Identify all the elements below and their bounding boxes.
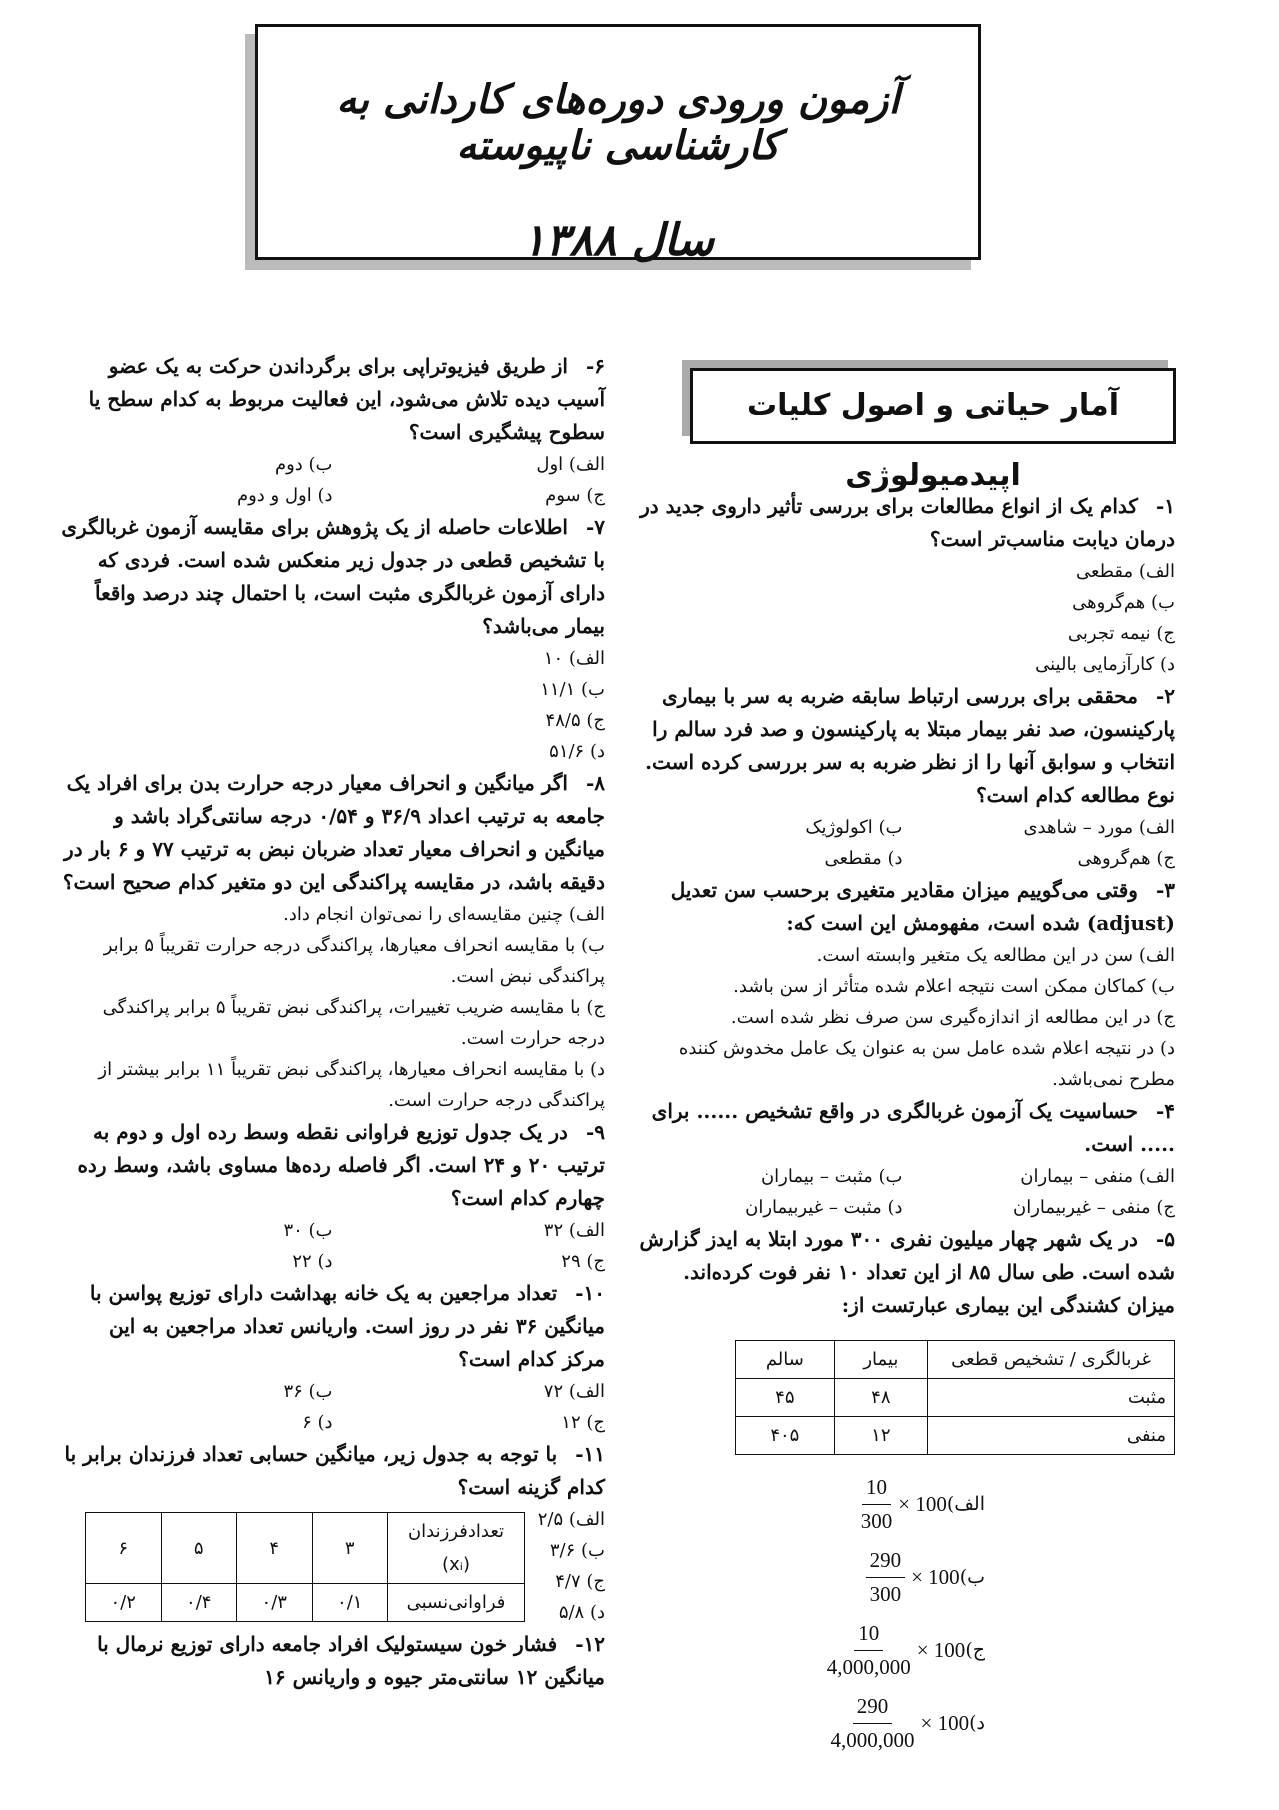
option: ج) ۱۲: [561, 1412, 605, 1433]
option-row: [630, 843, 1175, 874]
option: ج) منفی – غیربیماران: [1012, 1197, 1175, 1218]
option: ج) ۴۸/۵: [545, 710, 605, 731]
table-cell: فراوانی‌نسبی: [388, 1584, 525, 1622]
option: الف) ۷۲: [543, 1381, 605, 1402]
table-cell: ۰/۱: [312, 1584, 388, 1622]
right-column: [630, 490, 1175, 1763]
option: د) ۵/۸: [558, 1602, 605, 1623]
left-column: [60, 350, 605, 1694]
screening-table: [735, 1340, 1175, 1455]
table-cell: سالم: [736, 1341, 835, 1379]
question-4: ۴-حساسیت یک آزمون غربالگری در واقع تشخیص ...... برای ..... است.: [651, 1099, 1175, 1156]
question-9: ۹-در یک جدول توزیع فراوانی نقطه وسط رده اول و دوم به ترتیب ۲۰ و ۲۴ است. اگر فاصله رده‌ها مساوی باشد، وسط رده چهارم کدام است؟: [77, 1120, 605, 1210]
option-row: [60, 480, 605, 511]
question-2: ۲-محققی برای بررسی ارتباط سابقه ضربه به سر با بیماری پارکینسون، صد نفر بیمار مبتلا به پارکینسون و صد فرد سالم را انتخاب و سوابق آنها را از نظر ضربه به سر بررسی کرده است. نوع مطالعه کدام است؟: [645, 684, 1175, 807]
option: د) ۲۲: [292, 1251, 333, 1272]
option-row: [630, 1161, 1175, 1192]
option: ج) با مقایسه ضریب تغییرات، پراکندگی نبض تقریباً ۵ برابر پراکندگی درجه حرارت است.: [102, 997, 605, 1049]
table-cell: ۰/۳: [237, 1584, 313, 1622]
option: ب) ۱۱/۱: [540, 679, 605, 700]
q11-block: [60, 1504, 605, 1628]
table-cell: ۴۵: [736, 1379, 835, 1417]
table-cell: ۰/۴: [161, 1584, 237, 1622]
option: ج) ۲۹: [561, 1251, 605, 1272]
children-table: [85, 1512, 525, 1622]
option: الف) چنین مقایسه‌ای را نمی‌توان انجام داد.: [283, 904, 605, 925]
table-cell: ۳: [312, 1513, 388, 1584]
option-row: [630, 1192, 1175, 1223]
option: د) در نتیجه اعلام شده عامل سن به عنوان یک عامل مخدوش کننده مطرح نمی‌باشد.: [678, 1038, 1175, 1090]
option: د) اول و دوم: [236, 485, 333, 506]
fraction-option: ب) × 100 $\frac{290}{300}$: [630, 1544, 985, 1611]
option: ج) سوم: [545, 485, 605, 506]
option: ب) هم‌گروهی: [1072, 592, 1175, 613]
fraction-option: الف) × 100 $\frac{10}{300}$: [630, 1471, 985, 1538]
table-row: [86, 1513, 525, 1584]
fraction-option: ج) × 100 $\frac{10}{4,000,000}$: [630, 1617, 985, 1684]
option: الف) ۳۲: [543, 1220, 605, 1241]
option-row: [60, 1407, 605, 1438]
question-6: ۶-از طریق فیزیوتراپی برای برگرداندن حرکت به یک عضو آسیب دیده تلاش می‌شود، این فعالیت مربوط به کدام سطح یا سطوح پیشگیری است؟: [88, 354, 605, 444]
header-box: [255, 24, 981, 266]
table-cell: غربالگری / تشخیص قطعی: [928, 1341, 1175, 1379]
option: د) کارآزمایی بالینی: [1035, 654, 1175, 675]
section-title: آمار حیاتی و اصول کلیات اپیدمیولوژی: [690, 368, 1176, 444]
option: الف) ۲/۵: [537, 1509, 605, 1530]
option-row: [630, 812, 1175, 843]
option: ج) نیمه تجربی: [1067, 623, 1175, 644]
option: الف) ۱۰: [543, 648, 605, 669]
table-cell: تعدادفرزندان (xᵢ): [388, 1513, 525, 1584]
question-11: ۱۱-با توجه به جدول زیر، میانگین حسابی تعداد فرزندان برابر با کدام گزینه است؟: [64, 1442, 605, 1499]
table-row: [736, 1379, 1175, 1417]
option-row: [60, 449, 605, 480]
option: ب) ۳۶: [283, 1381, 333, 1402]
table-cell: ۰/۲: [86, 1584, 162, 1622]
option: الف) مقطعی: [1075, 561, 1175, 582]
question-1: ۱-کدام یک از انواع مطالعات برای بررسی تأثیر داروی جدید در درمان دیابت مناسب‌تر است؟: [640, 494, 1175, 551]
option: الف) منفی – بیماران: [1020, 1166, 1175, 1187]
option: د) ۵۱/۶: [549, 741, 605, 762]
option: ج) در این مطالعه از اندازه‌گیری سن صرف نظر شده است.: [730, 1007, 1175, 1028]
table-cell: ۵: [161, 1513, 237, 1584]
question-5: ۵-در یک شهر چهار میلیون نفری ۳۰۰ مورد ابتلا به ایدز گزارش شده است. طی سال ۸۵ از این تعداد ۱۰ نفر فوت کرده‌اند. میزان کشندگی این بیماری عبارتست از:: [639, 1227, 1175, 1317]
table-cell: بیمار: [834, 1341, 927, 1379]
option: د) با مقایسه انحراف معیارها، پراکندگی نبض تقریباً ۱۱ برابر بیشتر از پراکندگی درجه حرارت است.: [98, 1059, 605, 1111]
question-12: ۱۲-فشار خون سیستولیک افراد جامعه دارای توزیع نرمال با میانگین ۱۲ سانتی‌متر جیوه و واریانس ۱۶: [97, 1632, 605, 1689]
question-8: ۸-اگر میانگین و انحراف معیار درجه حرارت بدن برای افراد یک جامعه به ترتیب اعداد ۳۶/۹ و ۰/۵۴ درجه سانتی‌گراد باشد و میانگین و انحراف معیار تعداد ضربان نبض به ترتیب ۷۷ و ۶ بار در دقیقه باشد، در مقایسه پراکندگی این دو متغیر کدام صحیح است؟: [62, 771, 605, 894]
option-row: [60, 1376, 605, 1407]
option: ب) با مقایسه انحراف معیارها، پراکندگی درجه حرارت تقریباً ۵ برابر پراکندگی نبض است.: [103, 935, 605, 987]
option: د) مثبت – غیربیماران: [745, 1197, 903, 1218]
table-row: [86, 1584, 525, 1622]
option-row: [60, 1215, 605, 1246]
option: ب) کماکان ممکن است نتیجه اعلام شده متأثر از سن باشد.: [733, 976, 1175, 997]
option: ب) ۳۰: [283, 1220, 333, 1241]
option: الف) مورد – شاهدی: [1023, 817, 1175, 838]
table-cell: ۴: [237, 1513, 313, 1584]
table-cell: ۴۸: [834, 1379, 927, 1417]
question-10: ۱۰-تعداد مراجعین به یک خانه بهداشت دارای توزیع پواسن با میانگین ۳۶ نفر در روز است. واریانس تعداد مراجعین به این مرکز کدام است؟: [89, 1281, 605, 1371]
option: ب) ۳/۶: [549, 1540, 605, 1561]
table-row: [736, 1417, 1175, 1455]
table-cell: ۱۲: [834, 1417, 927, 1455]
table-cell: ۶: [86, 1513, 162, 1584]
option: ب) اکولوژیک: [805, 817, 903, 838]
exam-title: آزمون ورودی دوره‌های کاردانی به کارشناسی ناپیوسته: [336, 77, 900, 169]
table-cell: ۴۰۵: [736, 1417, 835, 1455]
option: د) مقطعی: [824, 848, 903, 869]
option: الف) اول: [536, 454, 605, 475]
table-row: [736, 1341, 1175, 1379]
fraction-options: [630, 1471, 985, 1757]
table-cell: منفی: [928, 1417, 1175, 1455]
table-cell: مثبت: [928, 1379, 1175, 1417]
option-row: [60, 1246, 605, 1277]
option: الف) سن در این مطالعه یک متغیر وابسته است.: [816, 945, 1175, 966]
option: ج) هم‌گروهی: [1077, 848, 1175, 869]
option: ب) دوم: [274, 454, 333, 475]
option: د) ۶: [302, 1412, 333, 1433]
option: ج) ۴/۷: [555, 1571, 605, 1592]
question-3: ۳-وقتی می‌گوییم میزان مقادیر متغیری برحسب سن تعدیل (adjust) شده است، مفهومش این است که:: [670, 878, 1175, 935]
exam-year: سال ۱۳۸۸: [521, 215, 715, 266]
question-7: ۷-اطلاعات حاصله از یک پژوهش برای مقایسه آزمون غربالگری با تشخیص قطعی در جدول زیر منعکس شده است. فردی که دارای آزمون غربالگری مثبت است، با احتمال چند درصد واقعاً بیمار می‌باشد؟: [61, 515, 605, 638]
fraction-option: د) × 100 $\frac{290}{4,000,000}$: [630, 1690, 985, 1757]
q11-options: [525, 1504, 605, 1628]
option: ب) مثبت – بیماران: [760, 1166, 903, 1187]
